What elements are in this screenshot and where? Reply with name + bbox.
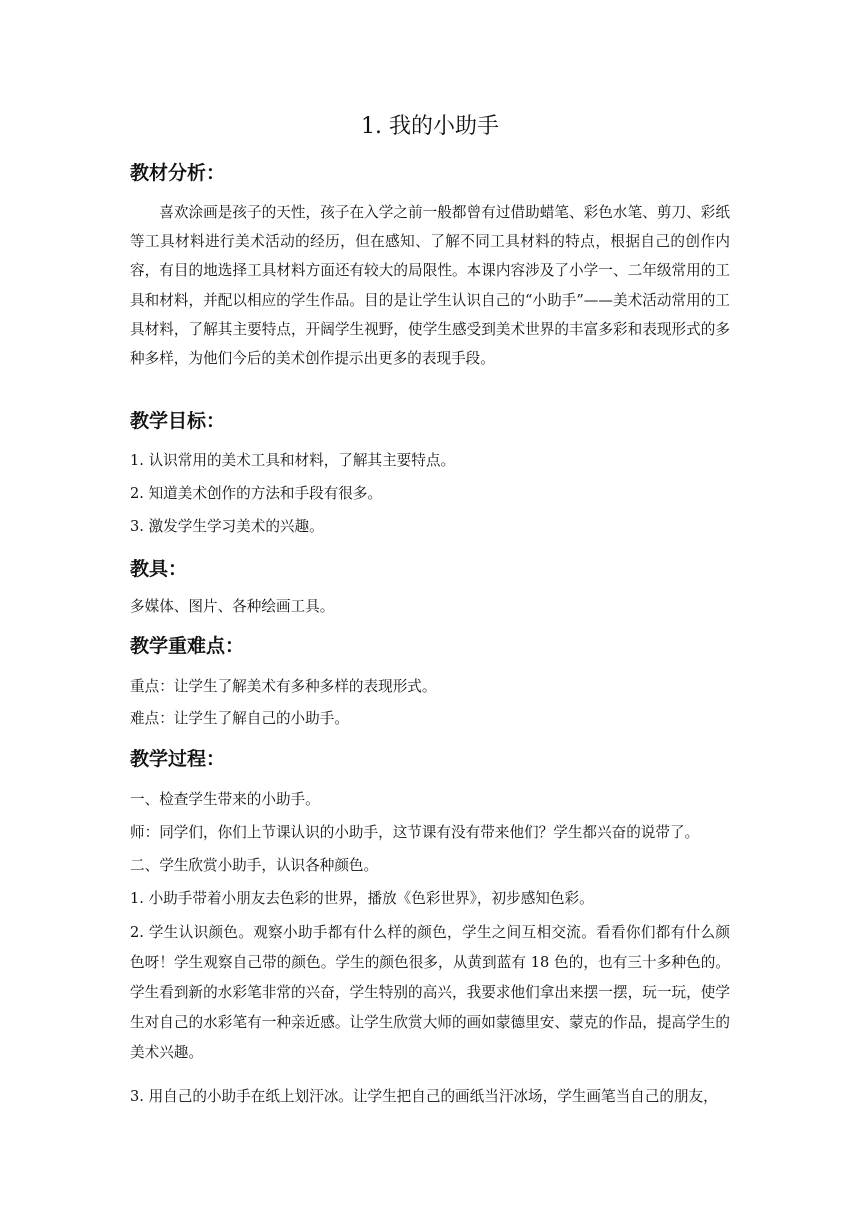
process-teacher-line: 师：同学们，你们上节课认识的小助手，这节课有没有带来他们？学生都兴奋的说带了。 xyxy=(130,824,700,841)
process-step-2: 二、学生欣赏小助手，认识各种颜色。 xyxy=(130,857,379,874)
difficult-point-item: 难点：让学生了解自己的小助手。 xyxy=(130,710,349,727)
process-step-1: 一、检查学生带来的小助手。 xyxy=(130,791,320,808)
process-substep-1: 1. 小助手带着小朋友去色彩的世界，播放《色彩世界》，初步感知色彩。 xyxy=(130,890,594,907)
section-heading-teaching-aids: 教具： xyxy=(130,558,188,580)
teaching-aids-item: 多媒体、图片、各种绘画工具。 xyxy=(130,598,335,615)
process-substep-2-paragraph: 2. 学生认识颜色。观察小助手都有什么样的颜色，学生之间互相交流。看看你们都有什么颜色呀！学生观察自己带的颜色。学生的颜色很多，从黄到蓝有 18 色的，也有三十多种色的。学生看到新的水彩笔非常的兴奋，学生特别的高兴，我要求他们拿出来摆一摆，玩一玩，使学生对自己的水彩笔有一种亲近感。让学生欣赏大师的画如蒙德里安、蒙克的作品，提高学生的美术兴趣。 xyxy=(130,924,730,1061)
goal-item-3: 3. 激发学生学习美术的兴趣。 xyxy=(130,518,324,535)
key-point-item: 重点：让学生了解美术有多种多样的表现形式。 xyxy=(130,678,437,695)
section-heading-teaching-goals: 教学目标： xyxy=(130,410,226,432)
section-heading-key-points: 教学重难点： xyxy=(130,635,245,657)
material-analysis-paragraph: 喜欢涂画是孩子的天性，孩子在入学之前一般都曾有过借助蜡笔、彩色水笔、剪刀、彩纸等工具材料进行美术活动的经历，但在感知、了解不同工具材料的特点，根据自己的创作内容，有目的地选择工具材料方面还有较大的局限性。本课内容涉及了小学一、二年级常用的工具和材料，并配以相应的学生作品。目的是让学生认识自己的“小助手”——美术活动常用的工具材料，了解其主要特点，开阔学生视野，使学生感受到美术世界的丰富多彩和表现形式的多种多样，为他们今后的美术创作提示出更多的表现手段。 xyxy=(130,204,730,368)
process-substep-3-paragraph: 3. 用自己的小助手在纸上划汗冰。让学生把自己的画纸当汗冰场，学生画笔当自己的朋友， xyxy=(130,1088,718,1105)
section-heading-material-analysis: 教材分析： xyxy=(130,162,226,184)
section-heading-teaching-process: 教学过程： xyxy=(130,748,226,770)
goal-item-1: 1. 认识常用的美术工具和材料，了解其主要特点。 xyxy=(130,452,456,469)
document-title: 1. 我的小助手 xyxy=(361,114,499,139)
goal-item-2: 2. 知道美术创作的方法和手段有很多。 xyxy=(130,485,383,502)
